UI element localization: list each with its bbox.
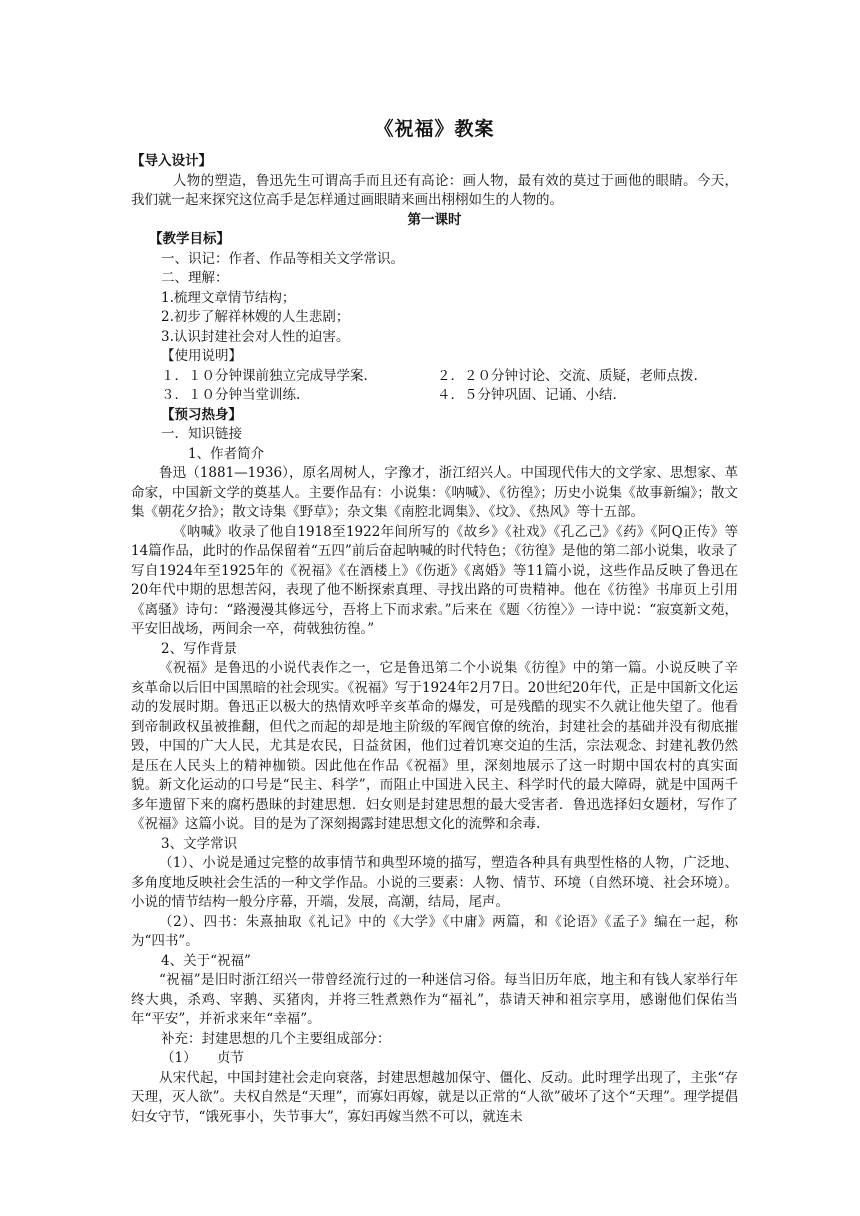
chastity-paragraph: 从宋代起，中国封建社会走向衰落，封建思想越加保守、僵化、反动。此时理学出现了，主张“存天理，灭人欲”。夫权自然是“天理”，而寡妇再嫁，就是以正常的“人欲”破坏了这个“天理”。理学提倡妇女守节，“饿死事小，失节事大”，寡妇再嫁当然不可以，就连未 [131, 1069, 738, 1125]
usage-item: ３．１０分钟当堂训练. [161, 387, 301, 403]
preview-heading: 【预习热身】 [161, 406, 242, 423]
intro-heading: 【导入设计】 [131, 153, 212, 169]
goal-item: 二、理解： [161, 270, 229, 286]
usage-row [131, 367, 738, 387]
author-paragraph: 鲁迅（1881—1936），原名周树人，字豫才，浙江绍兴人。中国现代伟大的文学家、思想家、革命家，中国新文学的奠基人。主要作品有：小说集：《呐喊》、《彷徨》；历史小说集《故事新编》；散文集《朝花夕拾》；散文诗集《野草》；杂文集《南腔北调集》、《坟》、《热风》等十五部。 [131, 465, 738, 520]
goal-subitem: 1.梳理文章情节结构； [161, 289, 296, 306]
usage-item: １．１０分钟课前独立完成导学案. [161, 367, 368, 384]
literary-heading: 3、文学常识 [161, 835, 238, 852]
author-works-paragraph: 《呐喊》收录了他自1918至1922年间所写的《故乡》《社戏》《孔乙己》《药》《阿Q正传》等14篇作品，此时的作品保留着“五四”前后奋起呐喊的时代特色；《彷徨》是他的第二部小说集，收录了写自1924年至1925年的《祝福》《在酒楼上》《伤逝》《离婚》等11篇小说，这些作品反映了鲁迅在20年代中期的思想苦闷，表现了他不断探索真理、寻找出路的可贵精神。他在《彷徨》书扉页上引用《离骚》诗句：“路漫漫其修远兮，吾将上下而求索。”后来在《题〈彷徨〉》一诗中说：“寂寞新文苑，平安旧战场，两间余一卒，荷戟独彷徨。” [131, 523, 738, 637]
knowledge-link-heading: 一．知识链接 [161, 426, 242, 442]
about-paragraph: “祝福”是旧时浙江绍兴一带曾经流行过的一种迷信习俗。每当旧历年底，地主和有钱人家举行年终大典，杀鸡、宰鹅、买猪肉，并将三牲煮熟作为“福礼”，恭请天神和祖宗享用，感谢他们保佑当年“平安”，并祈求来年“幸福”。 [131, 972, 738, 1027]
usage-item: ２．２０分钟讨论、交流、质疑，老师点拨. [437, 367, 698, 384]
goal-item: 一、识记：作者、作品等相关文学常识。 [161, 250, 404, 267]
document-title: 《祝福》教案 [374, 118, 495, 140]
author-heading: 1、作者简介 [188, 445, 265, 462]
background-heading: 2、写作背景 [161, 640, 238, 657]
lesson-title: 第一课时 [407, 211, 462, 228]
goals-heading: 【教学目标】 [149, 231, 230, 247]
document-body [131, 116, 738, 1127]
usage-heading: 【使用说明】 [161, 348, 242, 364]
goal-subitem: 2.初步了解祥林嫂的人生悲剧； [161, 309, 350, 325]
supplement-heading: 补充：封建思想的几个主要组成部分： [161, 1030, 391, 1047]
about-heading: 4、关于“祝福” [161, 952, 251, 969]
chastity-heading: （1） 贞节 [161, 1050, 244, 1066]
usage-item: ４．５分钟巩固、记诵、小结. [437, 387, 617, 403]
usage-row [131, 386, 738, 406]
goal-subitem: 3.认识封建社会对人性的迫害。 [161, 328, 350, 345]
intro-paragraph: 人物的塑造，鲁迅先生可谓高手而且还有高论：画人物，最有效的莫过于画他的眼睛。今天，我们就一起来探究这位高手是怎样通过画眼睛来画出栩栩如生的人物的。 [131, 172, 738, 208]
background-paragraph: 《祝福》是鲁迅的小说代表作之一，它是鲁迅第二个小说集《彷徨》中的第一篇。小说反映了辛亥革命以后旧中国黑暗的社会现实。《祝福》写于1924年2月7日。20世纪20年代，正是中国新文化运动的发展时期。鲁迅正以极大的热情欢呼辛亥革命的爆发，可是残酷的现实不久就让他失望了。他看到帝制政权虽被推翻，但代之而起的却是地主阶级的军阀官僚的统治，封建社会的基础并没有彻底摧毁，中国的广大人民，尤其是农民，日益贫困，他们过着饥寒交迫的生活，宗法观念、封建礼教仍然是压在人民头上的精神枷锁。因此他在作品《祝福》里，深刻地展示了这一时期中国农村的真实面貌。新文化运动的口号是“民主、科学”，而阻止中国进入民主、科学时代的最大障碍，就是中国两千多年遗留下来的腐朽愚昧的封建思想．妇女则是封建思想的最大受害者．鲁迅选择妇女题材，写作了《祝福》这篇小说。目的是为了深刻揭露封建思想文化的流弊和余毒. [131, 660, 738, 832]
literary-paragraph: （1）、小说是通过完整的故事情节和典型环境的描写，塑造各种具有典型性格的人物，广泛地、多角度地反映社会生活的一种文学作品。小说的三要素：人物、情节、环境（自然环境、社会环境）。小说的情节结构一般分序幕，开端，发展，高潮，结局，尾声。 [131, 855, 738, 910]
literary-paragraph: （2）、四书：朱熹抽取《礼记》中的《大学》《中庸》两篇，和《论语》《孟子》编在一起，称为“四书”。 [131, 913, 738, 949]
